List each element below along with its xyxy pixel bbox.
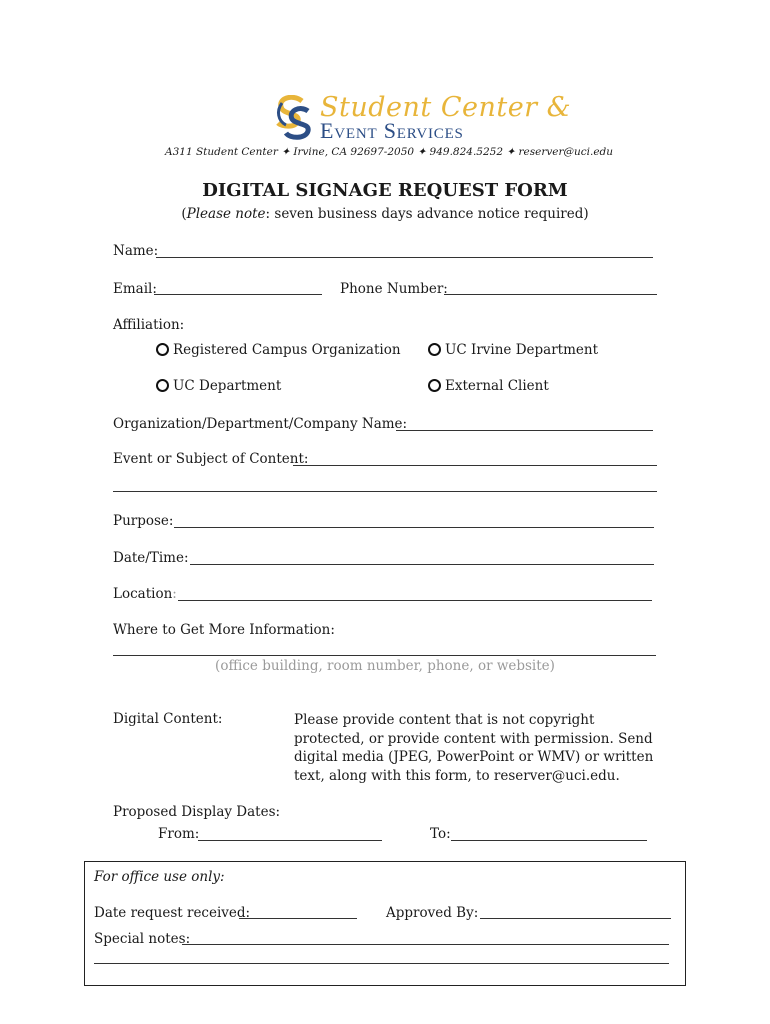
- purpose-label: Purpose:: [113, 513, 174, 529]
- date-received-label: Date request received:: [94, 905, 251, 921]
- location-colon: :: [172, 586, 177, 602]
- location-label: [113, 586, 177, 602]
- org-label: Organization/Department/Company Name:: [113, 416, 408, 432]
- logo-icon: [272, 95, 316, 141]
- special-notes-field[interactable]: [182, 944, 669, 945]
- affiliation-label: Affiliation:: [113, 317, 185, 333]
- option-uc-irvine-department: UC Irvine Department: [445, 342, 598, 358]
- to-field[interactable]: [451, 840, 647, 841]
- date-received-field[interactable]: [239, 918, 357, 919]
- info-label: Where to Get More Information:: [113, 622, 335, 638]
- digital-instructions: Please provide content that is not copyright protected, or provide content with permission. Send digital media (JPEG, PowerPoint or WMV) or written text, along with this form, to reserver@uci.edu.: [294, 712, 654, 784]
- location-label-text: Location: [113, 586, 173, 602]
- note-prefix: (: [181, 206, 187, 222]
- office-heading: For office use only:: [94, 869, 225, 885]
- datetime-label: Date/Time:: [113, 550, 189, 566]
- digital-label: Digital Content:: [113, 711, 223, 727]
- datetime-field[interactable]: [190, 564, 654, 565]
- purpose-field[interactable]: [174, 527, 654, 528]
- option-external-client: External Client: [445, 378, 549, 394]
- info-field[interactable]: [113, 655, 656, 656]
- address-line: A311 Student Center ✦ Irvine, CA 92697-2050 ✦ 949.824.5252 ✦ reserver@uci.edu: [165, 146, 614, 158]
- logo-event-text: Event Services: [320, 118, 464, 143]
- to-label: To:: [430, 826, 451, 842]
- special-notes-field-line-2[interactable]: [94, 963, 669, 964]
- email-field[interactable]: [154, 294, 322, 295]
- approved-field[interactable]: [480, 918, 671, 919]
- form-title: DIGITAL SIGNAGE REQUEST FORM: [202, 180, 568, 201]
- radio-uc-irvine-department[interactable]: [428, 343, 441, 356]
- display-dates-label: Proposed Display Dates:: [113, 804, 281, 820]
- form-note: [0, 206, 770, 222]
- special-notes-label: Special notes:: [94, 931, 191, 947]
- note-italic: Please note: [186, 206, 266, 222]
- event-field[interactable]: [293, 465, 657, 466]
- phone-field[interactable]: [444, 294, 657, 295]
- event-field-line-2[interactable]: [113, 491, 657, 492]
- radio-registered-campus-org[interactable]: [156, 343, 169, 356]
- approved-label: Approved By:: [386, 905, 479, 921]
- info-hint: (office building, room number, phone, or website): [215, 658, 555, 674]
- note-rest: : seven business days advance notice required): [265, 206, 589, 222]
- location-field[interactable]: [178, 600, 652, 601]
- radio-external-client[interactable]: [428, 379, 441, 392]
- org-field[interactable]: [396, 430, 653, 431]
- from-label: From:: [158, 826, 200, 842]
- name-label: Name:: [113, 243, 159, 259]
- phone-label: Phone Number:: [340, 281, 448, 297]
- event-label: Event or Subject of Content:: [113, 451, 309, 467]
- email-label: Email:: [113, 281, 157, 297]
- name-field[interactable]: [156, 257, 653, 258]
- radio-uc-department[interactable]: [156, 379, 169, 392]
- logo-script-text: Student Center &: [320, 92, 572, 123]
- option-registered-campus-org: Registered Campus Organization: [173, 342, 401, 358]
- from-field[interactable]: [198, 840, 382, 841]
- option-uc-department: UC Department: [173, 378, 282, 394]
